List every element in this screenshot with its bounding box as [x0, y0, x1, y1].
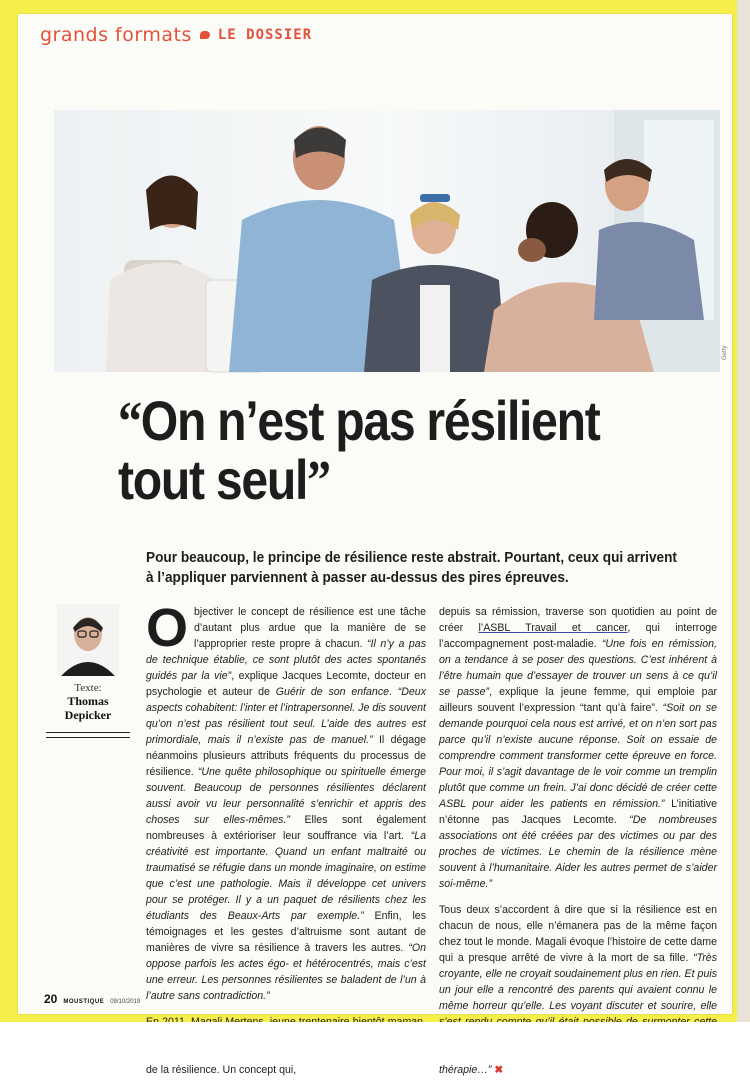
body-text: , explique la jeune femme, qui emploie par ailleurs souvent l’expression “tant qu’à faire”. [439, 686, 717, 714]
section-label: LE DOSSIER [217, 27, 313, 43]
quote-text: “On oppose parfois les actes égo- et hétérocentrés, mais c’est une erreur. Les personnes résilientes se baladent de l’un à l’autre sans contradiction.” [146, 942, 426, 1002]
body-text: de la résilience. Un concept qui, [146, 1064, 297, 1076]
author-avatar [57, 604, 119, 676]
author-first-name: Thomas [67, 694, 109, 708]
issue-date: 09/10/2019 [110, 999, 141, 1005]
paragraph [439, 604, 717, 892]
body-text: . [389, 686, 398, 698]
article-lead: Pour beaucoup, le principe de résilience reste abstrait. Pourtant, ceux qui arrivent à l’appliquer parviennent à passer au-dessus des pires épreuves. [146, 550, 677, 586]
headline-close-quote: ” [307, 450, 330, 512]
end-mark-icon: ✖ [494, 1064, 504, 1076]
photo-credit: Getty [722, 345, 728, 360]
section-header [40, 24, 312, 46]
text-column-2 [439, 604, 717, 1088]
magazine-name: MOUSTIQUE [63, 999, 105, 1005]
headline-open-quote: “ [118, 391, 141, 453]
quote-text: “Deux aspects cohabitent: l’inter et l’intrapersonnel. Je dis souvent qu’on n’est pas résilient tout seul. L’aide des autres est primordiale, mais il n’existe pas de manuel.” [146, 686, 426, 746]
body-text: Il dégage néanmoins plusieurs attributs fréquents du processus de résilience. [146, 734, 426, 778]
quote-text: “La créativité est importante. Quand un enfant maltraité ou traumatisé se réfugie dans un monde imaginaire, on estime que c’est une pathologie. Mais il développe cet univers pour se protéger. Il y a un paquet de résilients chez les étudiants des Beaux-Arts par exemple.” [146, 830, 426, 922]
page-footer [44, 992, 140, 1006]
body-text: Enfin, les témoignages et les gestes d’altruisme sont autant de manières de vivre sa résilience à travers les autres. [146, 910, 426, 954]
scan-margin [0, 1022, 750, 1061]
article-headline [118, 389, 600, 512]
headline-line-2: tout seul [118, 448, 308, 511]
book-title: Guérir de son enfance [275, 686, 390, 698]
quote-text: “De nombreuses associations ont été créées par des victimes ou par des proches de victimes. Le chemin de la résilience mène souvent à l’humanitaire. Aider les autres permet de s’aider soi-même.” [439, 814, 717, 890]
author-last-name: Depicker [64, 708, 112, 722]
quote-text: “Soit on se demande pourquoi cela nous est arrivé, et on n’en sort pas parce qu’il n’existe aucune réponse. Soit on essaie de comprendre comment transformer cette épreuve en force. Pour moi, il s’agit davantage de le voir comme un tremplin plutôt que comme un frein. J’ai donc décidé de créer cette ASBL pour aider les patients en rémission.” [439, 702, 717, 810]
headline-line-1: On n’est pas résilient [140, 389, 600, 452]
group-therapy-photo [54, 110, 720, 372]
page-edge [737, 0, 750, 1022]
body-text: Elles sont également nombreuses à extérioriser leur souffrance via l’art. [146, 814, 427, 842]
author-divider [46, 737, 130, 738]
quote-text: “Il n’y a pas de technique établie, ce sont plutôt des actes spontanés guidés par la vie” [146, 638, 426, 682]
author-box [46, 604, 130, 740]
text-column-1 [146, 598, 427, 1088]
body-text: bjectiver le concept de résilience est une tâche d’autant plus ardue que la manière de se l’approprier reste propre à chacun. [194, 606, 426, 650]
author-label: Texte: [74, 682, 102, 694]
quote-text: “Très croyante, elle ne croyait soudainement plus en rien. Et puis un jour elle a rencontré des parents qui avaient connu le même horreur qu’elle. Les voyant discuter et sourire, elle thérapie…” [439, 952, 717, 1076]
paragraph [146, 598, 427, 1004]
body-text: , qui interroge l’accompagnement post-maladie. [439, 622, 718, 650]
quote-text: “Une fois en rémission, on a tendance à se poser des questions. C’est inhérent à l’être humain que d’essayer de trouver un sens à ce qu’il se passe” [439, 638, 717, 698]
body-text: depuis sa rémission, traverse son quotidien au point de créer [439, 606, 717, 634]
organization-name: l’ASBL Travail et cancer [478, 622, 628, 634]
quote-text: “Une quête philosophique ou spirituelle émerge souvent. Beaucoup de personnes résilientes déclarent aussi avoir vu leur personnalité s’enrichir et appris des choses sur elles-mêmes.” [146, 766, 426, 826]
drop-cap: O [146, 598, 189, 658]
body-text: Tous deux s’accordent à dire que si la résilience est en chacun de nous, elle n’émanera pas de la même façon chez tout le monde. Magali évoque l’histoire de cette dame qui a presque arrêté de vivre à la mort de sa fille. [439, 904, 717, 964]
body-text: L’initiative n’étonne pas Jacques Lecomte. [439, 798, 717, 826]
body-text: , explique Jacques Lecomte, docteur en psychologie et auteur de [146, 670, 426, 698]
rubric-label: grands formats [40, 24, 192, 46]
page-number: 20 [44, 992, 58, 1006]
speech-bubble-icon [200, 31, 210, 39]
author-divider [46, 732, 130, 733]
